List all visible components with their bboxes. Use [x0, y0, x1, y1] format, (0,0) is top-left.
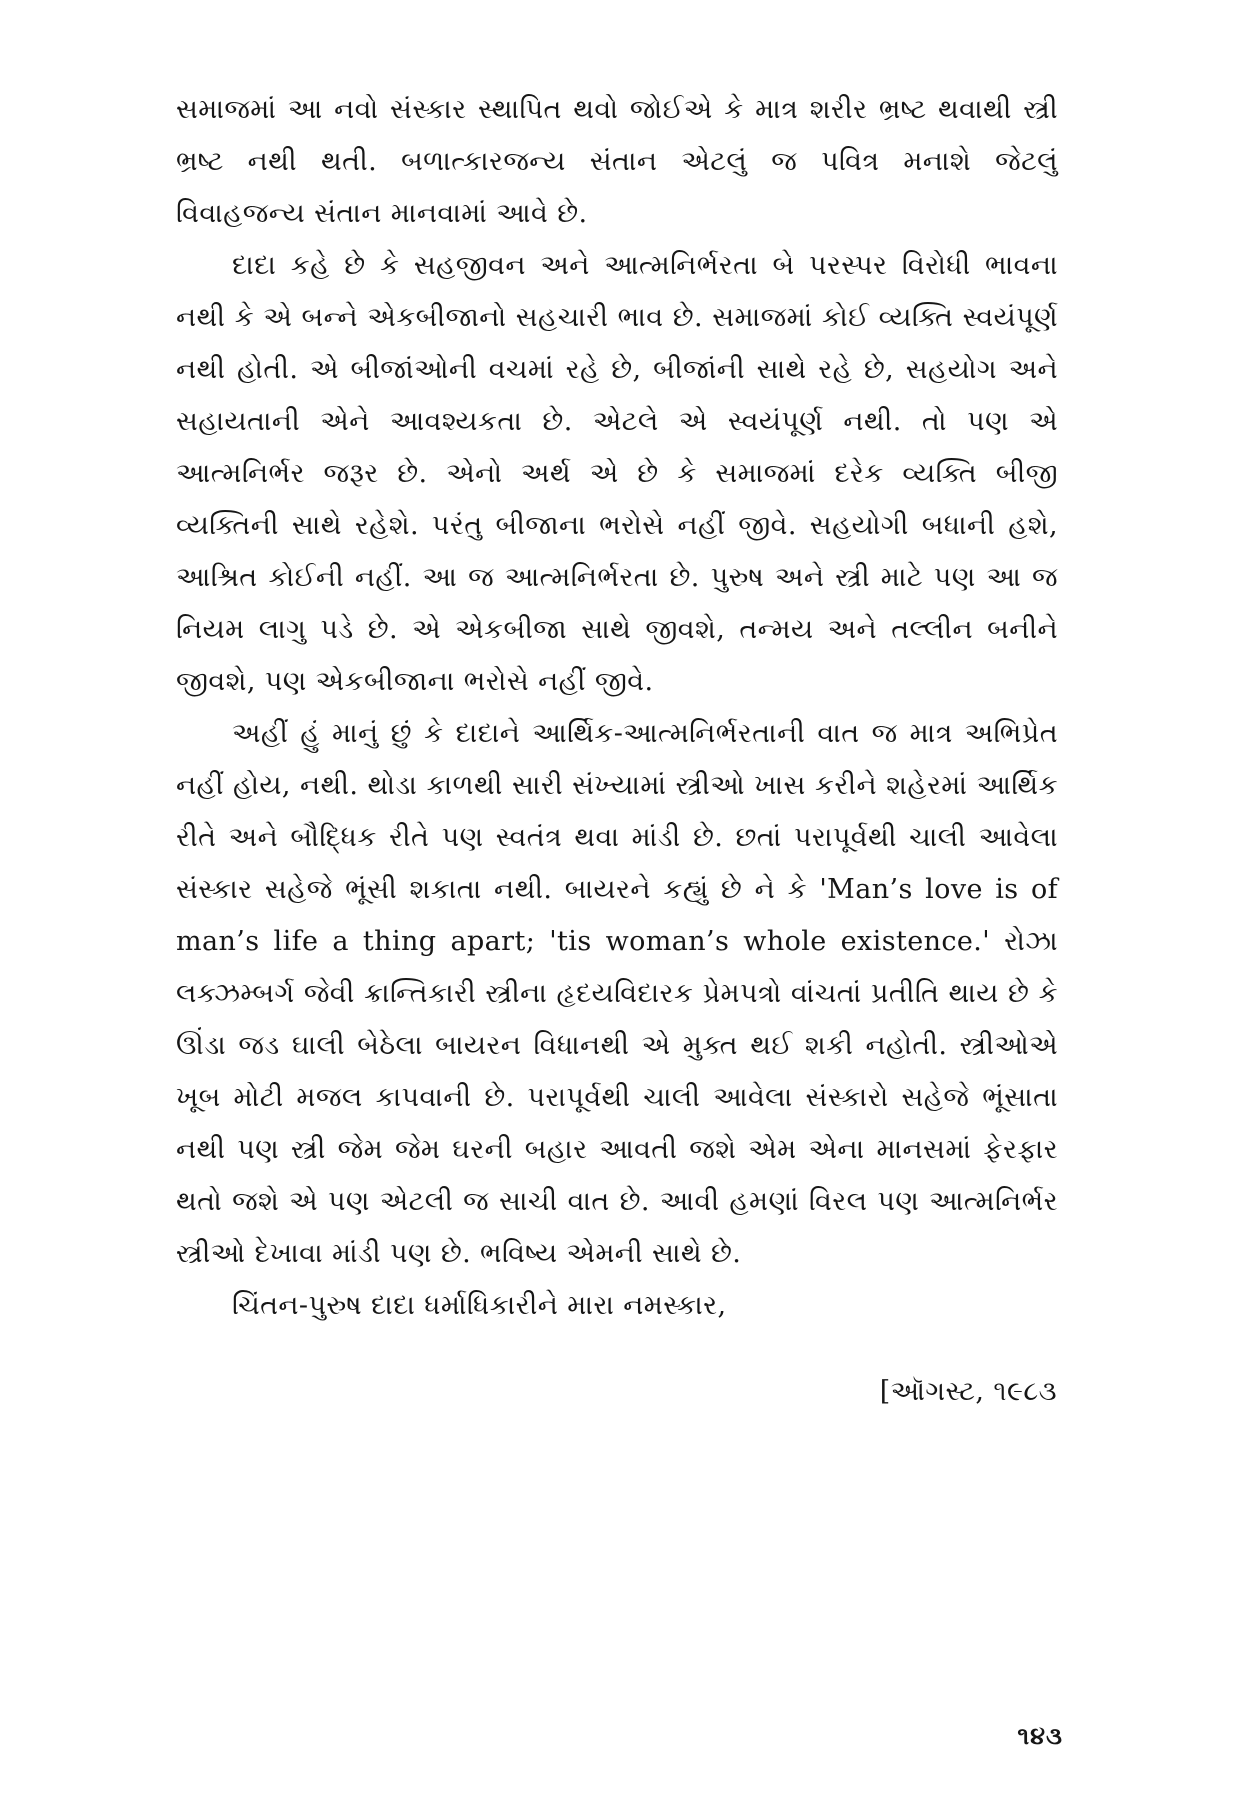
- signoff-line: ચિંતન-પુરુષ દાદા ધર્માધિકારીને મારા નમસ્કાર,: [232, 1290, 727, 1321]
- page-number: ૧૪૩: [1017, 1722, 1063, 1750]
- paragraph-1: સમાજમાં આ નવો સંસ્કાર સ્થાપિત થવો જોઈએ કે માત્ર શરીર ભ્રષ્ટ થવાથી સ્ત્રી ભ્રષ્ટ નથી થતી. બળાત્કારજન્ય સંતાન એટલું જ પવિત્ર મનાશે જેટલું વિવાહજન્ય સંતાન માનવામાં આવે છે.: [176, 94, 1058, 229]
- paragraph-2: દાદા કહે છે કે સહજીવન અને આત્મનિર્ભરતા બે પરસ્પર વિરોધી ભાવના નથી કે એ બન્ને એકબીજાનો સહચારી ભાવ છે. સમાજમાં કોઈ વ્યક્તિ સ્વયંપૂર્ણ નથી હોતી. એ બીજાંઓની વચમાં રહે છે, બીજાંની સાથે રહે છે, સહયોગ અને સહાયતાની એને આવશ્યકતા છે. એટલે એ સ્વયંપૂર્ણ નથી. તો પણ એ આત્મનિર્ભર જરૂર છે. એનો અર્થ એ છે કે સમાજમાં દરેક વ્યક્તિ બીજી વ્યક્તિની સાથે રહેશે. પરંતુ બીજાના ભરોસે નહીં જીવે. સહયોગી બધાની હશે, આશ્રિત કોઈની નહીં. આ જ આત્મનિર્ભરતા છે. પુરુષ અને સ્ત્રી માટે પણ આ જ નિયમ લાગુ પડે છે. એ એકબીજા સાથે જીવશે, તન્મય અને તલ્લીન બનીને જીવશે, પણ એકબીજાના ભરોસે નહીં જીવે.: [176, 250, 1058, 697]
- dateline: [ઑગસ્ટ, ૧૯૮૩: [879, 1376, 1057, 1407]
- paragraph-3: અહીં હું માનું છું કે દાદાને આર્થિક-આત્મનિર્ભરતાની વાત જ માત્ર અભિપ્રેત નહીં હોય, નથી. થોડા કાળથી સારી સંખ્યામાં સ્ત્રીઓ ખાસ કરીને શહેરમાં આર્થિક રીતે અને બૌદ્ધિક રીતે પણ સ્વતંત્ર થવા માંડી છે. છતાં પરાપૂર્વથી ચાલી આવેલા સંસ્કાર સહેજે ભૂંસી શકાતા નથી. બાયરને કહ્યું છે ને કે 'Man’s love is of man’s life a thing apart; 'tis woman’s whole existence.' રોઝા લક્ઝમ્બર્ગ જેવી ક્રાન્તિકારી સ્ત્રીના હૃદયવિદારક પ્રેમપત્રો વાંચતાં પ્રતીતિ થાય છે કે ઊંડા જડ ઘાલી બેઠેલા બાયરન વિધાનથી એ મુક્ત થઈ શકી નહોતી. સ્ત્રીઓએ ખૂબ મોટી મજલ કાપવાની છે. પરાપૂર્વથી ચાલી આવેલા સંસ્કારો સહેજે ભૂંસાતા નથી પણ સ્ત્રી જેમ જેમ ઘરની બહાર આવતી જશે એમ એના માનસમાં ફેરફાર થતો જશે એ પણ એટલી જ સાચી વાત છે. આવી હમણાં વિરલ પણ આત્મનિર્ભર સ્ત્રીઓ દેખાવા માંડી પણ છે. ભવિષ્ય એમની સાથે છે.: [176, 718, 1058, 1269]
- body-text: [176, 84, 1058, 1332]
